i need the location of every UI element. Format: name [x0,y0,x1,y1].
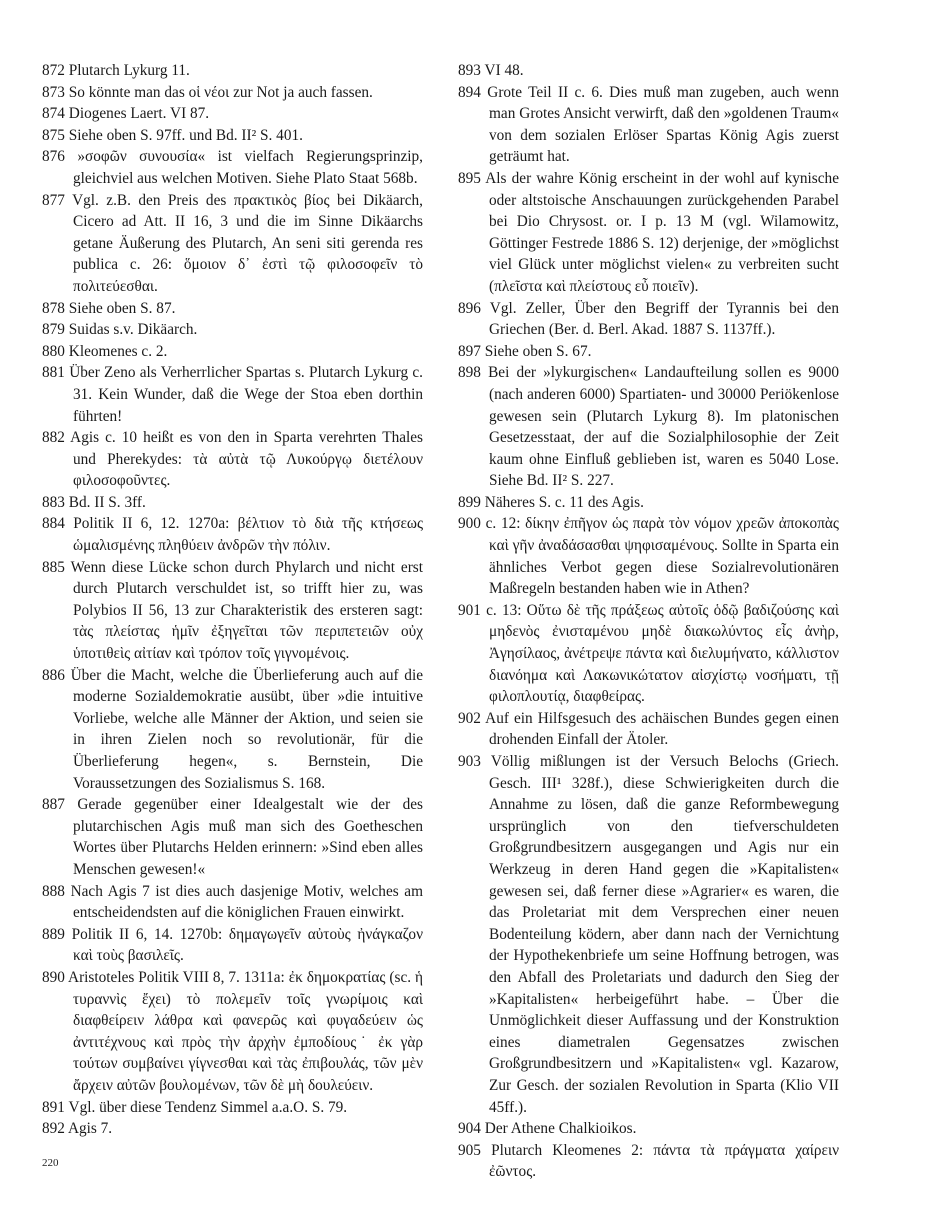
footnote [42,146,423,189]
footnote-number: 905 [458,1141,481,1159]
footnote-text: Kleomenes c. 2. [68,342,168,360]
footnote-number: 897 [458,342,481,360]
footnote [42,427,423,492]
footnote-text: Siehe oben S. 67. [484,342,592,360]
footnote-number: 901 [458,601,481,619]
footnote-text: Vgl. Zeller, Über den Begriff der Tyrannis bei den Griechen (Ber. d. Berl. Akad. 1887 S. 1137ff.). [489,299,839,339]
footnote-text: Plutarch Kleomenes 2: πάντα τὰ πράγματα χαίρειν ἐῶντος. [489,1141,839,1181]
footnote [42,557,423,665]
footnote-number: 888 [42,882,65,900]
footnote-text: Politik II 6, 12. 1270a: βέλτιον τὸ διὰ τῆς κτήσεως ὡμαλισμένης πληθύειν ἀνδρῶν τὴν πόλιν. [73,515,424,555]
footnote [458,1140,839,1183]
footnotes-right-column [458,60,839,1183]
footnote [458,298,839,341]
footnote-number: 884 [42,515,65,533]
footnote-text: Näheres S. c. 11 des Agis. [484,493,644,511]
footnote [42,513,423,556]
footnote-number: 882 [42,429,65,447]
footnote-number: 878 [42,299,65,317]
footnote-text: Aristoteles Politik VIII 8, 7. 1311a: ἐκ δημοκρατίας (sc. ἡ τυραννὶς ἔχει) τὸ πολεμεῖν τοῖς γνωρίμοις καὶ διαφθείρειν λάθρα καὶ φανερῶς καὶ φυγαδεύειν ὡς ἀντιτέχνους καὶ πρὸς τὴν ἀρχὴν ἐμποδίους˙ ἐκ γὰρ τούτων συμβαίνει γίγνεσθαι καὶ τὰς ἐπιβουλάς, τῶν μὲν ἄρχειν αὐτῶν βουλομένων, τῶν δὲ μὴ δουλεύειν. [68,968,423,1094]
footnote-number: 898 [458,364,481,382]
footnote-text: Gerade gegenüber einer Idealgestalt wie der des plutarchischen Agis muß man sich des Goetheschen Wortes über Plutarchs Helden erinnern: »Sind eben alles Menschen gewesen!« [73,796,424,878]
footnote [42,125,423,147]
footnote [458,82,839,168]
footnote [458,1118,839,1140]
footnote-text: Politik II 6, 14. 1270b: δημαγωγεῖν αὐτοὺς ἠνάγκαζον καὶ τοὺς βασιλεῖς. [71,925,423,965]
footnote-number: 872 [42,62,65,79]
footnote-text: Über Zeno als Verherrlicher Spartas s. Plutarch Lykurg c. 31. Kein Wunder, daß die Wege der Stoa eben dorthin führten! [69,364,424,425]
footnote-text: c. 13: Οὕτω δὲ τῆς πράξεως αὐτοῖς ὁδῷ βαδιζούσης καὶ μηδενὸς ἐνισταμένου μηδὲ διακωλύντος εἷς ἀνὴρ, Ἀγησίλαος, ἀνέτρεψε πάντα καὶ διελυμήνατο, κάλλιστον διανόημα καὶ Λακωνικώτατον αἰσχίστῳ νοσήματι, τῇ φιλοπλουτίᾳ, διαφθείρας. [486,601,839,706]
footnote-text: Diogenes Laert. VI 87. [68,105,210,123]
footnote-text: Bd. II S. 3ff. [68,493,146,511]
footnote-text: »σοφῶν συνουσία« ist vielfach Regierungsprinzip, gleichviel aus welchen Motiven. Siehe Plato Staat 568b. [73,148,423,187]
footnote-number: 874 [42,105,65,123]
footnote [458,341,839,363]
footnote-number: 894 [458,83,481,101]
footnote [458,60,839,82]
footnote-number: 892 [42,1120,65,1138]
footnote-text: Vgl. über diese Tendenz Simmel a.a.O. S. 79. [68,1098,348,1116]
footnote [42,60,423,82]
footnote-number: 880 [42,342,65,360]
footnote-number: 875 [42,126,65,144]
footnote-text: Agis 7. [67,1120,113,1138]
footnote-text: Vgl. z.B. den Preis des πρακτικὸς βίος bei Dikäarch, Cicero ad Att. II 16, 3 und die im Sinne Dikäarchs getane Äußerung des Plutarch, An seni siti gerenda res publica c. 26: ὅμοιον δ᾽ ἐστὶ τῷ φιλοσοφεῖν τὸ πολιτεύεσθαι. [72,191,423,295]
footnote [458,492,839,514]
footnote [42,103,423,125]
footnote-text: Der Athene Chalkioikos. [484,1120,637,1138]
footnote-number: 899 [458,493,481,511]
footnote-text: Als der wahre König erscheint in der wohl auf kynische oder altstoische Anschauungen zurückgehenden Parabel bei Dio Chrysost. or. I p. 13 M (vgl. Wilamowitz, Göttinger Festrede 1886 S. 12) derjenige, der »möglichst viel Glück unter möglichst vielen« zu verbreiten sucht (πλεῖστα καὶ πλείστους εὖ ποιεῖν). [485,169,839,295]
footnote-text: Siehe oben S. 87. [68,299,176,317]
footnote-text: c. 12: δίκην ἐπῆγον ὡς παρὰ τὸν νόμον χρεῶν ἀποκοπὰς καὶ γῆν ἀναδάσασθαι ψηφισαμένους. Sollte in Sparta ein ähnliches Verbot gegen diese Sozialrevolutionären Maßregeln bestanden haben wie in Athen? [485,515,839,598]
footnote [458,513,839,599]
footnote [42,881,423,924]
footnote-number: 889 [42,925,65,943]
footnote [42,794,423,880]
footnote-number: 885 [42,558,65,576]
footnote [42,1097,423,1119]
footnote [42,298,423,320]
footnote-number: 876 [42,148,65,166]
footnote [458,708,839,751]
footnote [42,924,423,967]
footnote-number: 879 [42,321,65,339]
footnote [458,362,839,492]
footnote [42,362,423,427]
footnote-number: 881 [42,364,65,382]
footnote-number: 903 [458,753,481,770]
footnote-text: So könnte man das οἱ νέοι zur Not ja auch fassen. [68,83,373,101]
footnote-number: 877 [42,191,65,209]
footnote-text: Agis c. 10 heißt es von den in Sparta verehrten Thales und Pherekydes: τὰ αὐτὰ τῷ Λυκούργῳ διετέλουν φιλοσοφοῦντες. [70,429,423,490]
footnote-number: 883 [42,493,65,511]
footnote-text: Grote Teil II c. 6. Dies muß man zugeben, auch wenn man Grotes Ansicht verwirft, daß den »goldenen Traum« von dem sozialen Erlöser Spartas König Agis zuerst geträumt hat. [487,83,839,166]
footnote-text: Nach Agis 7 ist dies auch dasjenige Motiv, welches am entscheidendsten auf die königlichen Frauen einwirkt. [70,882,423,922]
footnote [458,600,839,708]
footnote [42,492,423,514]
footnote-text: Siehe oben S. 97ff. und Bd. II² S. 401. [68,126,303,144]
footnote-number: 904 [458,1120,481,1138]
footnote [458,751,839,1118]
footnote-text: Völlig mißlungen ist der Versuch Belochs (Griech. Gesch. III¹ 328f.), diese Schwierigkeiten durch die Annahme zu lösen, daß die ganze Reformbewegung ursprünglich von den tiefverschuldeten Großgrundbesitzern ausgegangen und Agis nur ein Werkzeug in deren Hand gegen die »Kapitalisten« gewesen sei, daß ferner diese »Agrarier« es waren, die das Proletariat mit dem Versprechen einer neuen Bodenteilung ködern, aber dann nach der Vernichtung der Hypothekenbriefe um seine Hoffnung betrogen, was den Abfall des Proletariats und dadurch den Sieg der »Kapitalisten« herbeigeführt habe. – Über die Unmöglichkeit dieser Auffassung und der Konstruktion eines diametralen Gegensatzes zwischen Großgrundbesitzern und »Kapitalisten« vgl. Kazarow, Zur Gesch. der sozialen Revolution in Sparta (Klio VII 45ff.). [489,753,839,1116]
footnote-number: 902 [458,709,481,727]
footnote-number: 893 [458,62,481,79]
footnote [42,341,423,363]
page-number: 220 [42,1157,59,1169]
footnote-text: Plutarch Lykurg 11. [68,62,190,79]
footnote [42,967,423,1097]
footnote-number: 887 [42,796,65,814]
footnote-text: Bei der »lykurgischen« Landaufteilung sollen es 9000 (nach anderen 6000) Spartiaten- und 30000 Periökenlose gewesen sein (Plutarch Lykurg 8). Im platonischen Gesetzesstaat, der auf die Sozialphilosophie der Zeit kaum ohne Einfluß geblieben ist, waren es 5040 Lose. Siehe Bd. II² S. 227. [488,364,839,490]
footnote [42,190,423,298]
footnote-number: 896 [458,299,481,317]
footnote [42,82,423,104]
footnote-text: VI 48. [484,62,524,79]
footnote [42,665,423,795]
footnote-number: 900 [458,515,481,533]
footnote-number: 886 [42,666,65,684]
footnote-text: Über die Macht, welche die Überlieferung auch auf die moderne Sozialdemokratie ausübt, über »die intuitive Vorliebe, welche alle Männer der Aktion, und seien sie in ihren Zielen noch so revolutionär, für die Überlieferung hegen«, s. Bernstein, Die Voraussetzungen des Sozialismus S. 168. [70,666,423,792]
footnote-text: Auf ein Hilfsgesuch des achäischen Bundes gegen einen drohenden Einfall der Ätoler. [485,709,839,749]
footnote-number: 873 [42,83,65,101]
footnote [458,168,839,298]
footnote-text: Suidas s.v. Dikäarch. [68,321,198,339]
footnote [42,1118,423,1140]
footnote [42,319,423,341]
footnote-text: Wenn diese Lücke schon durch Phylarch und nicht erst durch Plutarch verschuldet ist, so trifft hier zu, was Polybios II 56, 13 zur Charakteristik des ersteren sagt: τὰς πλείστας ἡμῖν ἐξηγεῖται τῶν περιπετειῶν οὐχ ὑποτιθεὶς αἰτίαν καὶ τρόπον τοῖς γιγνομένοις. [70,558,423,663]
footnote-number: 891 [42,1098,65,1116]
footnote-number: 895 [458,169,481,187]
footnote-number: 890 [42,968,65,986]
footnotes-left-column [42,60,423,1140]
